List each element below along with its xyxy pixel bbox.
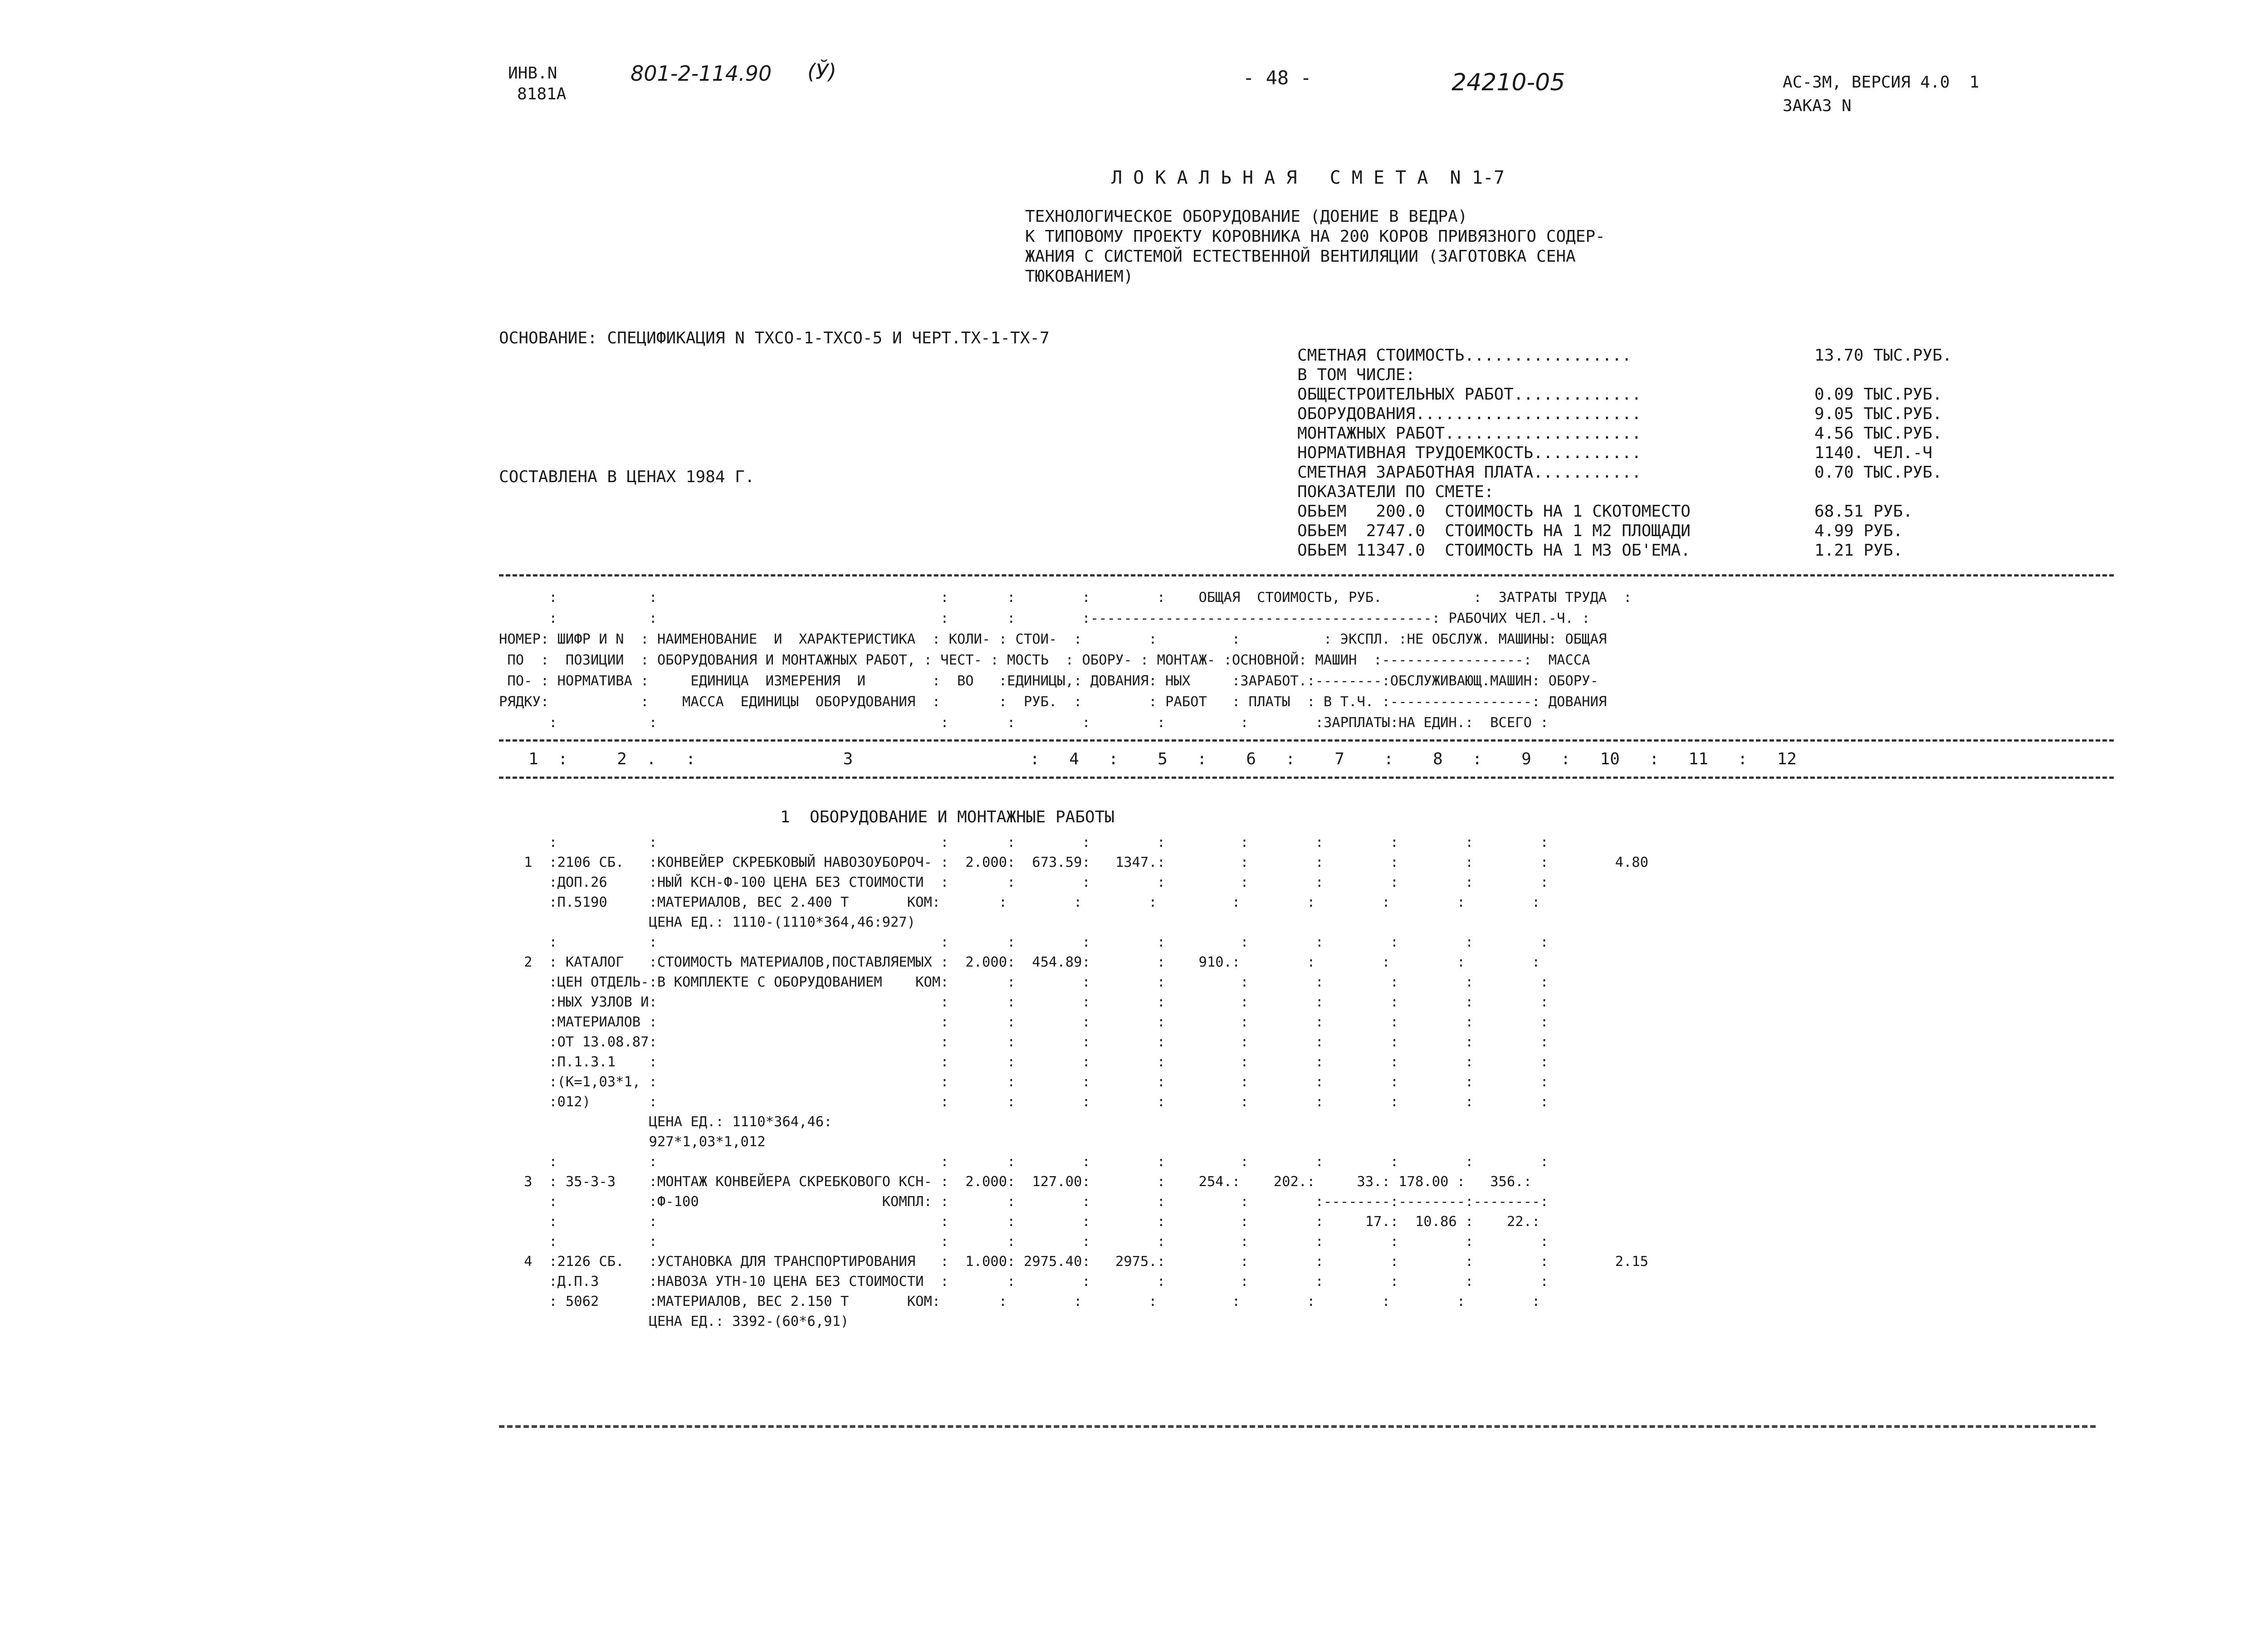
page-number: - 48 - [1243,67,1312,89]
summary-label: В ТОМ ЧИСЛЕ: [1297,366,1416,384]
table-row: :НЫХ УЗЛОВ И: : : : : : : : : : [499,994,1549,1010]
summary-value: 0.09 ТЫС.РУБ. [1814,385,1942,404]
summary-label: НОРМАТИВНАЯ ТРУДОЕМКОСТЬ........... [1297,444,1642,462]
table-row: :ОТ 13.08.87: : : : : : : : : : [499,1034,1549,1050]
summary-label: ПОКАЗАТЕЛИ ПО СМЕТЕ: [1297,483,1494,501]
column-numbers: 1 : 2 . : 3 : 4 : 5 : 6 : 7 : 8 : 9 : 10 : 11 : 12 [499,750,1797,768]
table-row: :МАТЕРИАЛОВ : : : : : : : : : : [499,1014,1549,1030]
subtitle-line: К ТИПОВОМУ ПРОЕКТУ КОРОВНИКА НА 200 КОРОВ ПРИВЯЗНОГО СОДЕР- [1025,227,1605,246]
header-line: : : : : : : : :ЗАРПЛАТЫ:НА ЕДИН.: ВСЕГО : [499,715,1549,731]
order-label: ЗАКАЗ N [1783,97,1852,115]
header-bottom-rule [499,739,2114,742]
header-line: : : : : : : ОБЩАЯ СТОИМОСТЬ, РУБ. : ЗАТРАТЫ ТРУДА : [499,590,1632,606]
subtitle-line: ТЕХНОЛОГИЧЕСКОЕ ОБОРУДОВАНИЕ (ДОЕНИЕ В ВЕДРА) [1025,207,1468,226]
header-line: РЯДКУ: : МАССА ЕДИНИЦЫ ОБОРУДОВАНИЯ : : РУБ. : : РАБОТ : ПЛАТЫ : В Т.Ч. :-----------------: ДОВАНИЯ [499,694,1607,710]
table-row: : : : : : : : : : : : [499,934,1549,950]
table-row: :П.1.3.1 : : : : : : : : : : [499,1054,1549,1070]
table-row: :ДОП.26 :НЫЙ КСН-Ф-100 ЦЕНА БЕЗ СТОИМОСТИ : : : : : : : : : [499,875,1549,890]
document-title: Л О К А Л Ь Н А Я С М Е Т А N 1-7 [1111,167,1505,188]
project-code: 801-2-114.90 [631,61,772,86]
header-line: : : : : :-----------------------------------------: РАБОЧИХ ЧЕЛ.-Ч. : [499,611,1590,626]
table-row: 927*1,03*1,012 [499,1134,766,1150]
page-bottom-rule [499,1425,2096,1428]
summary-label: ОБЬЕМ 2747.0 СТОИМОСТЬ НА 1 М2 ПЛОЩАДИ [1297,522,1691,540]
inventory-number: 8181А [517,85,567,103]
header-line: ПО- : НОРМАТИВА : ЕДИНИЦА ИЗМЕРЕНИЯ И : ВО :ЕДИНИЦЫ,: ДОВАНИЯ: НЫХ :ЗАРАБОТ.:--------:ОБСЛУЖИВАЮЩ.МАШИН: ОБОРУ- [499,673,1598,689]
table-top-rule [499,574,2114,577]
summary-label: МОНТАЖНЫХ РАБОТ.................... [1297,424,1642,443]
table-row: ЦЕНА ЕД.: 1110*364,46: [499,1114,832,1130]
column-numbers-rule [499,777,2114,779]
table-row: : : : : : : : : 17.: 10.86 : 22.: [499,1214,1540,1230]
table-row: :ЦЕН ОТДЕЛЬ-:В КОМПЛЕКТЕ С ОБОРУДОВАНИЕМ КОМ: : : : : : : : : [499,974,1549,990]
summary-value: 4.99 РУБ. [1814,522,1903,540]
inventory-label: ИНВ.N [508,64,557,83]
summary-label: СМЕТНАЯ ЗАРАБОТНАЯ ПЛАТА........... [1297,463,1642,482]
table-row: : : : : : : : : : : : [499,835,1549,850]
summary-value: 0.70 ТЫС.РУБ. [1814,463,1942,482]
table-row: : :Ф-100 КОМПЛ: : : : : : :--------:--------:--------: [499,1194,1549,1210]
table-row: 3 : 35-3-3 :МОНТАЖ КОНВЕЙЕРА СКРЕБКОВОГО КСН- : 2.000: 127.00: : 254.: 202.: 33.: 178.00 : 356.: [499,1174,1532,1190]
software-version: АС-3М, ВЕРСИЯ 4.0 1 [1783,73,1980,92]
summary-value: 1.21 РУБ. [1814,541,1903,560]
summary-label: СМЕТНАЯ СТОИМОСТЬ................. [1297,346,1632,365]
table-row: :П.5190 :МАТЕРИАЛОВ, ВЕС 2.400 Т КОМ: : : : : : : : : [499,894,1540,910]
album-mark: (Ў) [807,59,836,84]
table-row: :012) : : : : : : : : : : [499,1094,1549,1110]
table-row: : : : : : : : : : : : [499,1154,1549,1170]
section-title: 1 ОБОРУДОВАНИЕ И МОНТАЖНЫЕ РАБОТЫ [780,808,1114,826]
order-code: 24210-05 [1452,69,1565,96]
table-row: : 5062 :МАТЕРИАЛОВ, ВЕС 2.150 Т КОМ: : : : : : : : : [499,1294,1540,1310]
basis-text: ОСНОВАНИЕ: СПЕЦИФИКАЦИЯ N ТХСО-1-ТХСО-5 И ЧЕРТ.ТХ-1-ТХ-7 [499,329,1050,347]
table-row: 4 :2126 СБ. :УСТАНОВКА ДЛЯ ТРАНСПОРТИРОВАНИЯ : 1.000: 2975.40: 2975.: : : : : : 2.15 [499,1254,1649,1270]
subtitle-line: ЖАНИЯ С СИСТЕМОЙ ЕСТЕСТВЕННОЙ ВЕНТИЛЯЦИИ (ЗАГОТОВКА СЕНА [1025,247,1576,266]
header-line: ПО : ПОЗИЦИИ : ОБОРУДОВАНИЯ И МОНТАЖНЫХ РАБОТ, : ЧЕСТ- : МОСТЬ : ОБОРУ- : МОНТАЖ- :ОСНОВНОЙ: МАШИН :-----------------: МАССА [499,652,1590,668]
prices-year: СОСТАВЛЕНА В ЦЕНАХ 1984 Г. [499,468,755,486]
summary-value: 4.56 ТЫС.РУБ. [1814,424,1942,443]
table-row: 1 :2106 СБ. :КОНВЕЙЕР СКРЕБКОВЫЙ НАВОЗОУБОРОЧ- : 2.000: 673.59: 1347.: : : : : : 4.80 [499,855,1649,870]
summary-value: 68.51 РУБ. [1814,502,1913,521]
table-row: :Д.П.3 :НАВОЗА УТН-10 ЦЕНА БЕЗ СТОИМОСТИ : : : : : : : : : [499,1274,1549,1290]
summary-value: 9.05 ТЫС.РУБ. [1814,405,1942,423]
header-line: НОМЕР: ШИФР И N : НАИМЕНОВАНИЕ И ХАРАКТЕРИСТИКА : КОЛИ- : СТОИ- : : : : ЭКСПЛ. :НЕ ОБСЛУЖ. МАШИНЫ: ОБЩАЯ [499,631,1607,647]
summary-value: 13.70 ТЫС.РУБ. [1814,346,1952,365]
summary-label: ОБЬЕМ 200.0 СТОИМОСТЬ НА 1 СКОТОМЕСТО [1297,502,1691,521]
summary-label: ОБЩЕСТРОИТЕЛЬНЫХ РАБОТ............. [1297,385,1642,404]
summary-value: 1140. ЧЕЛ.-Ч [1814,444,1933,462]
table-row: : : : : : : : : : : : [499,1234,1549,1250]
table-row: :(К=1,03*1, : : : : : : : : : : [499,1074,1549,1090]
table-row: ЦЕНА ЕД.: 3392-(60*6,91) [499,1314,849,1329]
summary-label: ОБОРУДОВАНИЯ....................... [1297,405,1642,423]
subtitle-line: ТЮКОВАНИЕМ) [1025,267,1134,286]
summary-label: ОБЬЕМ 11347.0 СТОИМОСТЬ НА 1 М3 ОБ'ЕМА. [1297,541,1691,560]
table-row: 2 : КАТАЛОГ :СТОИМОСТЬ МАТЕРИАЛОВ,ПОСТАВЛЯЕМЫХ : 2.000: 454.89: : 910.: : : : : [499,954,1540,970]
table-row: ЦЕНА ЕД.: 1110-(1110*364,46:927) [499,914,916,930]
